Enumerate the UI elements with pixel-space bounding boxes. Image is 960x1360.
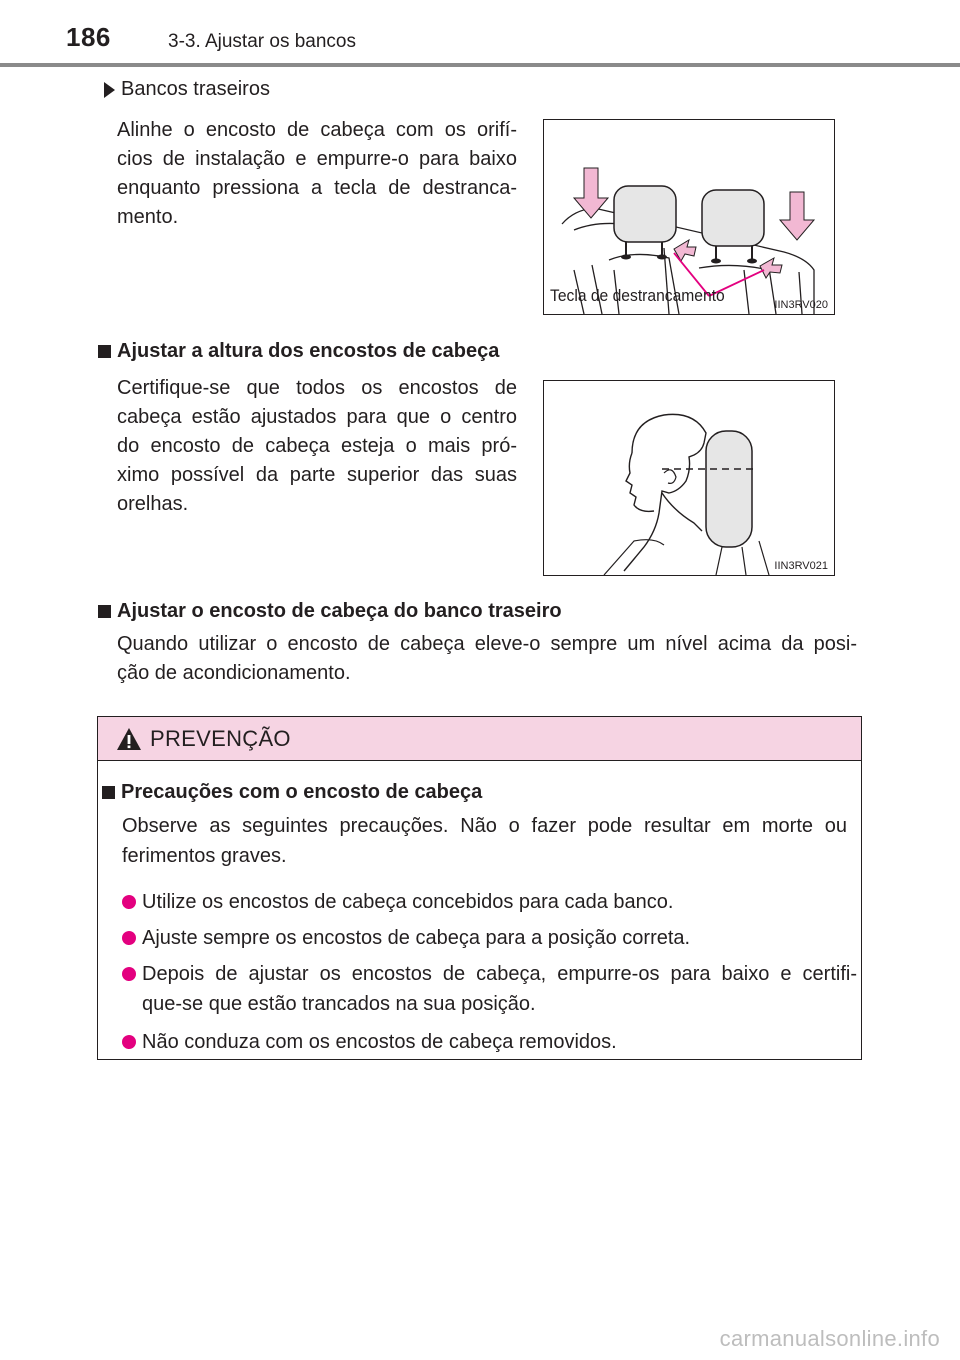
text-line: ção de acondicionamento.	[117, 662, 351, 684]
unlock-button-caption: Tecla de destrancamento	[550, 286, 725, 305]
text-line: Quando utilizar o encosto de cabeça eleve-o sempre um nível acima da posi-	[117, 633, 857, 655]
rear-headrest-heading-text: Ajustar o encosto de cabeça do banco traseiro	[117, 600, 562, 622]
warning-triangle-icon	[116, 727, 142, 751]
square-bullet-icon	[102, 786, 115, 799]
caution-bullet	[122, 1027, 617, 1057]
text-line: Certifique-se que todos os encostos de	[117, 377, 517, 399]
bullet-text: Não conduza com os encostos de cabeça removidos.	[142, 1031, 617, 1053]
text-line: ximo possível da parte superior das suas	[117, 464, 517, 486]
height-adjust-heading-text: Ajustar a altura dos encostos de cabeça	[117, 340, 500, 362]
bullet-dot-icon	[122, 931, 136, 945]
caution-header	[98, 717, 861, 761]
figure-code: IIN3RV020	[774, 299, 828, 311]
text-line: orelhas.	[117, 493, 189, 515]
text-line: Observe as seguintes precauções. Não o fazer pode resultar em morte ou	[122, 815, 847, 837]
text-line: ferimentos graves.	[122, 845, 287, 867]
caution-heading	[102, 781, 482, 804]
text-line: enquanto pressiona a tecla de destranca-	[117, 177, 517, 199]
figure-rear-headrests	[543, 119, 835, 315]
caution-title: PREVENÇÃO	[150, 725, 291, 751]
caution-bullet	[122, 887, 673, 917]
caution-bullet	[122, 923, 690, 953]
square-bullet-icon	[98, 345, 111, 358]
text-line: do encosto de cabeça esteja o mais pró-	[117, 435, 517, 457]
bullet-text: Depois de ajustar os encostos de cabeça, empurre-os para baixo e certifi-	[142, 963, 857, 985]
triangle-bullet-icon	[104, 82, 115, 98]
bullet-text: Ajuste sempre os encostos de cabeça para a posição correta.	[142, 927, 691, 949]
watermark: carmanualsonline.info	[719, 1326, 940, 1351]
text-line: mento.	[117, 206, 179, 228]
figure-code: IIN3RV021	[774, 560, 828, 572]
height-adjust-heading	[98, 340, 499, 363]
header-divider	[0, 63, 960, 67]
bullet-text: que-se que estão trancados na sua posição.	[142, 993, 536, 1015]
section-title: 3-3. Ajustar os bancos	[168, 31, 356, 52]
figure-headrest-height	[543, 380, 835, 576]
rear-headrest-heading	[98, 600, 562, 623]
square-bullet-icon	[98, 605, 111, 618]
caution-box	[97, 716, 862, 1060]
text-line: cabeça estão ajustados para que o centro	[117, 406, 517, 428]
caution-heading-text: Precauções com o encosto de cabeça	[121, 781, 483, 803]
page-number: 186	[66, 22, 111, 52]
caution-intro	[122, 811, 847, 871]
rear-seats-label	[104, 78, 270, 101]
bullet-dot-icon	[122, 967, 136, 981]
height-adjust-text	[117, 374, 517, 519]
head-profile-illustration	[544, 381, 834, 575]
rear-headrests-illustration	[544, 120, 834, 314]
bullet-dot-icon	[122, 1035, 136, 1049]
page-header	[0, 0, 960, 68]
rear-seats-text	[117, 116, 517, 232]
bullet-text: Utilize os encostos de cabeça concebidos para cada banco.	[142, 891, 674, 913]
text-line: Alinhe o encosto de cabeça com os orifí-	[117, 119, 517, 141]
rear-seats-label-text: Bancos traseiros	[121, 78, 270, 100]
rear-headrest-text	[117, 630, 857, 688]
text-line: cios de instalação e empurre-o para baixo	[117, 148, 517, 170]
bullet-dot-icon	[122, 895, 136, 909]
caution-bullet	[122, 959, 857, 1019]
